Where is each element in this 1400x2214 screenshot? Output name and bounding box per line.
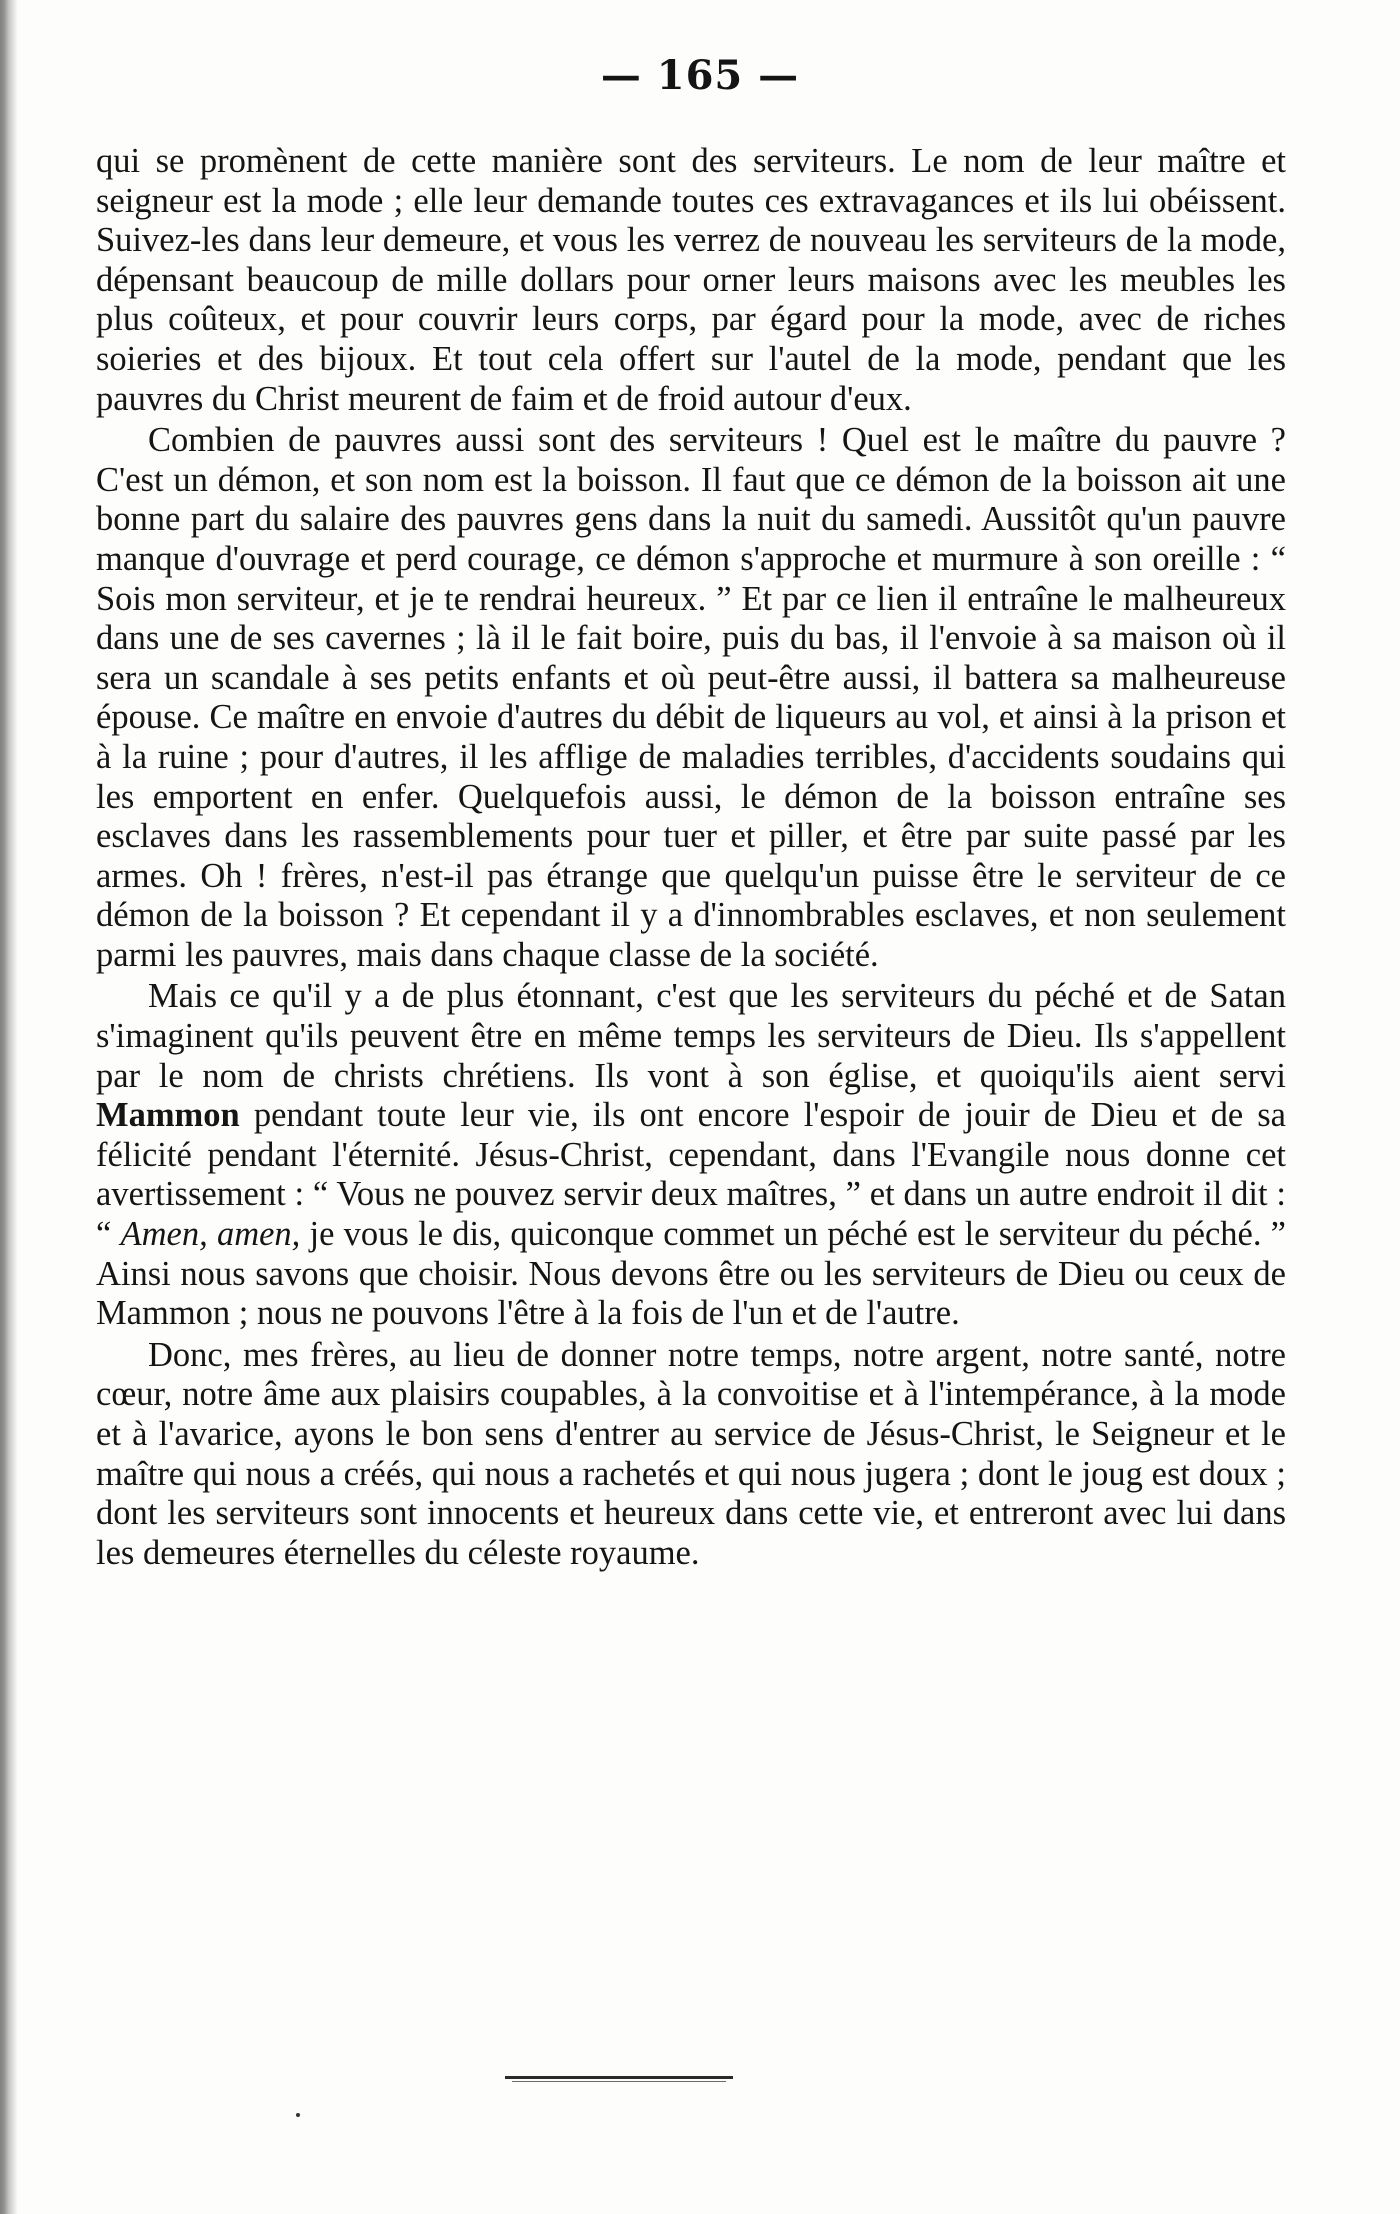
paragraph-3-italic-amen: Amen, amen,	[120, 1215, 301, 1254]
end-rule	[505, 2076, 733, 2079]
paragraph-4	[96, 1336, 1286, 1574]
paragraph-2	[96, 421, 1286, 975]
paragraph-1-text: qui se promènent de cette manière sont des serviteurs. Le nom de leur maître et seigneur est la mode ; elle leur demande toutes ces extravagances et ils lui obéissent. Suivez-les dans leur demeure, et vous les verrez de nouveau les serviteurs de la mode, dépensant beaucoup de mille dollars pour orner leurs maisons avec les meubles les plus coûteux, et pour couvrir leurs corps, par égard pour la mode, avec de riches soieries et des bijoux. Et tout cela offert sur l'autel de la mode, pendant que les pauvres du Christ meurent de faim et de froid autour d'eux.	[96, 142, 1286, 418]
ink-speck	[296, 2113, 300, 2117]
body-text	[96, 142, 1286, 1573]
end-rule-shadow	[512, 2081, 726, 2082]
paragraph-1	[96, 142, 1286, 419]
paragraph-3-text-a: Mais ce qu'il y a de plus étonnant, c'est que les serviteurs du péché et de Satan s'imaginent qu'ils peuvent être en même temps les serviteurs de Dieu. Ils s'appellent par le nom de christs chrétiens. Ils vont à son église, et quoiqu'ils aient servi	[96, 977, 1286, 1095]
paragraph-3	[96, 977, 1286, 1333]
page-number: — 165 —	[600, 52, 800, 99]
paragraph-3-text-c: je vous le dis, quiconque commet un péché est le serviteur du péché. ” Ainsi nous savons que choisir. Nous devons être ou les serviteurs de Dieu ou ceux de Mammon ; nous ne pouvons l'être à la fois de l'un et de l'autre.	[96, 1215, 1286, 1333]
paragraph-3-text-b: pendant toute leur vie, ils ont encore l'espoir de jouir de Dieu et de sa félicité pendant l'éternité. Jésus-Christ, cependant, dans l'Evangile nous donne cet avertissement : “ Vous ne pouvez servir deux maîtres, ” et dans un autre endroit il dit : “	[96, 1096, 1286, 1254]
paragraph-4-text: Donc, mes frères, au lieu de donner notre temps, notre argent, notre santé, notre cœur, notre âme aux plaisirs coupables, à la convoitise et à l'intempérance, à la mode et à l'avarice, ayons le bon sens d'entrer au service de Jésus-Christ, le Seigneur et le maître qui nous a créés, qui nous a rachetés et qui nous jugera ; dont le joug est doux ; dont les serviteurs sont innocents et heureux dans cette vie, et entreront avec lui dans les demeures éternelles du céleste royaume.	[96, 1335, 1286, 1572]
binding-edge-shadow	[0, 0, 18, 2214]
paragraph-3-mammon: Mammon	[96, 1096, 240, 1135]
paragraph-2-text: Combien de pauvres aussi sont des serviteurs ! Quel est le maître du pauvre ? C'est un démon, et son nom est la boisson. Il faut que ce démon de la boisson ait une bonne part du salaire des pauvres gens dans la nuit du samedi. Aussitôt qu'un pauvre manque d'ouvrage et perd courage, ce démon s'approche et murmure à son oreille : “ Sois mon serviteur, et je te rendrai heureux. ” Et par ce lien il entraîne le malheureux dans une de ses cavernes ; là il le fait boire, puis du bas, il l'envoie à sa maison où il sera un scandale à ses petits enfants et où peut-être aussi, il battera sa malheureuse épouse. Ce maître en envoie d'autres du débit de liqueurs au vol, et ainsi à la prison et à la ruine ; pour d'autres, il les afflige de maladies terribles, d'accidents soudains qui les emportent en enfer. Quelquefois aussi, le démon de la boisson entraîne ses esclaves dans les rassemblements pour tuer et piller, et être par suite passé par les armes. Oh ! frères, n'est-il pas étrange que quelqu'un puisse être le serviteur de ce démon de la boisson ? Et cependant il y a d'innombrables esclaves, et non seulement parmi les pauvres, mais dans chaque classe de la société.	[96, 421, 1286, 974]
